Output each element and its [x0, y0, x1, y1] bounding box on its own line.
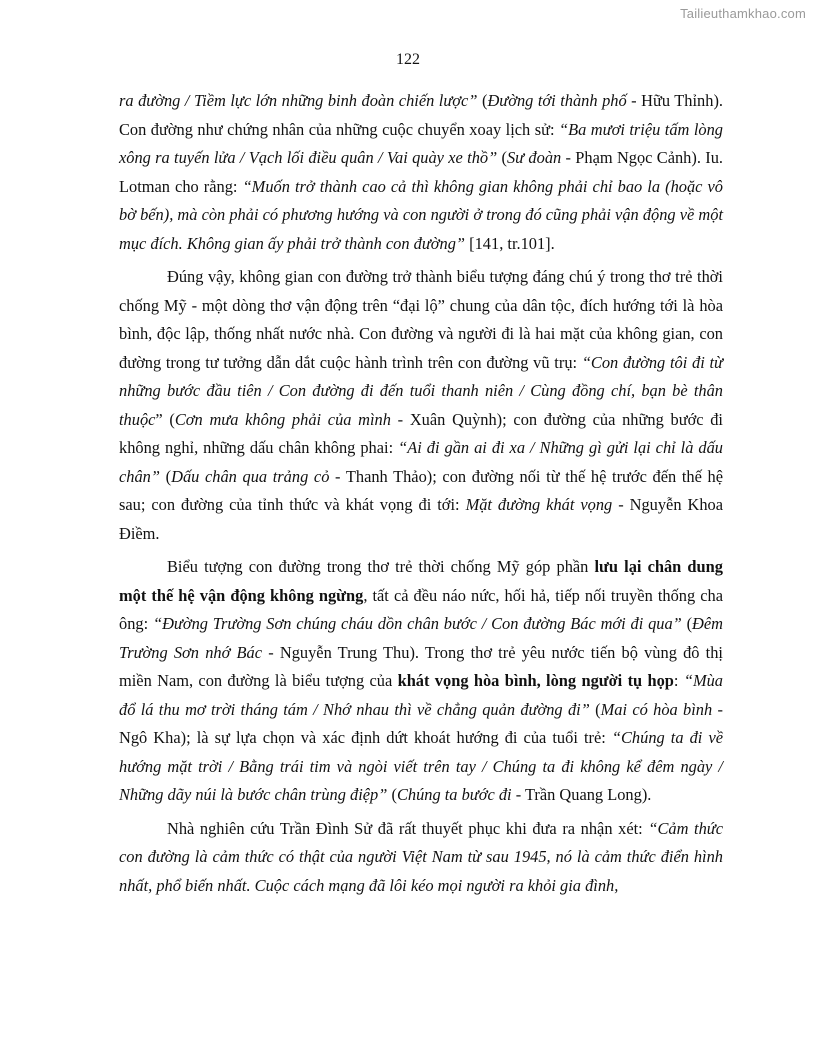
paragraph-1 [119, 87, 723, 258]
paragraph-3 [119, 553, 723, 810]
text-run: - Phạm Ngọc Cảnh). Iu. Lotman cho rằng: [119, 148, 723, 196]
text-run: ( [159, 466, 172, 486]
text-run: , tất cả đều náo nức, hối hả, tiếp nối truyền thống cha ông: [119, 585, 723, 633]
text-run: ( [681, 614, 693, 633]
page-number: 122 [396, 51, 420, 68]
text-run: “Mùa đổ lá thu mơ trời tháng tám / Nhớ nhau thì về chẳng quản đường đi” [119, 671, 723, 719]
text-run: - Hữu Thỉnh). Con đường như chứng nhân của những cuộc chuyển xoay lịch sử: [119, 91, 723, 139]
text-run: “Con đường tôi đi từ những bước đầu tiên / Con đường đi đến tuổi thanh niên / Cùng đồng chí, bạn bè thân thuộc [119, 352, 723, 429]
text-run: Sư đoàn [506, 148, 562, 167]
text-run: Nhà nghiên cứu Trần Đình Sử đã rất thuyết phục khi đưa ra nhận xét: [167, 818, 649, 838]
text-run: ( [387, 785, 397, 804]
text-run: Mai có hòa bình [600, 699, 713, 719]
text-run: Biểu tượng con đường trong thơ trẻ thời chống Mỹ góp phần [167, 557, 595, 576]
paragraph-4 [119, 815, 723, 901]
text-run: ( [497, 148, 507, 167]
text-run: ” ( [155, 409, 175, 429]
watermark: Tailieuthamkhao.com [680, 6, 806, 21]
text-run: Đường tới thành phố [487, 91, 627, 110]
paragraph-2 [119, 263, 723, 548]
body-text [119, 87, 723, 900]
text-run: Cơn mưa không phải của mình [174, 409, 391, 429]
text-run: “Ba mươi triệu tấm lòng xông ra tuyến lửa / Vạch lối điều quân / Vai quày xe thồ” [119, 119, 723, 167]
text-run: [141, tr.101]. [465, 233, 555, 253]
text-run: Đúng vậy, không gian con đường trở thành biểu tượng đáng chú ý trong thơ trẻ thời chống Mỹ - một dòng thơ vận động trên “đại lộ” chung của dân tộc, đích hướng tới là hòa bình, độc lập, thống nhất nước nhà. Con đường và người đi là hai mặt của không gian, con đường trong tư tưởng dẫn dắt cuộc hành trình trên con đường vũ trụ: [119, 267, 723, 372]
text-run: Chúng ta bước đi [396, 785, 512, 804]
text-run: - Nguyễn Trung Thu). Trong thơ trẻ yêu nước tiến bộ vùng đô thị miền Nam, con đường là biểu tượng của [119, 642, 723, 690]
text-run: ra đường / Tiềm lực lớn những binh đoàn chiến lược” [119, 91, 478, 110]
text-run: Mặt đường khát vọng [465, 495, 613, 514]
text-run: - Xuân Quỳnh); con đường của những bước đi không nghỉ, những dấu chân không phai: [119, 409, 723, 457]
text-run: “Ai đi gần ai đi xa / Những gì gửi lại chỉ là dấu chân” [119, 438, 723, 486]
text-run: - Trần Quang Long). [511, 785, 652, 804]
text-run: “Chúng ta đi về hướng mặt trời / Bằng trái tim và ngòi viết trên tay / Chúng ta đi không kể đêm ngày / Những dãy núi là bước chân trùng điệp” [119, 728, 723, 804]
text-run: - Thanh Thảo); con đường nối từ thế hệ trước đến thế hệ sau; con đường của tỉnh thức và khát vọng đi tới: [119, 466, 723, 514]
text-run: : [673, 671, 684, 690]
text-run: khát vọng hòa bình, lòng người tụ họp [397, 671, 674, 690]
text-run: “Cảm thức con đường là cảm thức có thật của người Việt Nam từ sau 1945, nó là cảm thức điển hình nhất, phổ biến nhất. Cuộc cách mạng đã lôi kéo mọi người ra khỏi gia đình, [119, 818, 723, 895]
text-run: lưu lại chân dung một thế hệ vận động không ngừng [119, 557, 723, 605]
text-run: ( [477, 91, 488, 110]
text-run: Dấu chân qua trảng cỏ [171, 466, 330, 486]
text-run: ( [589, 699, 601, 719]
text-run: “Đường Trường Sơn chúng cháu dồn chân bước / Con đường Bác mới đi qua” [152, 614, 682, 633]
text-run: “Muốn trở thành cao cả thì không gian không phải chỉ bao la (hoặc vô bờ bến), mà còn phải có phương hướng và con người ở trong đó cũng phải vận động về một mục đích. Không gian ấy phải trở thành con đường” [119, 176, 723, 253]
text-run: Đêm Trường Sơn nhớ Bác [119, 614, 723, 662]
text-run: - Nguyễn Khoa Điềm. [119, 495, 723, 543]
text-run: - Ngô Kha); là sự lựa chọn và xác định dứt khoát hướng đi của tuổi trẻ: [119, 699, 723, 747]
